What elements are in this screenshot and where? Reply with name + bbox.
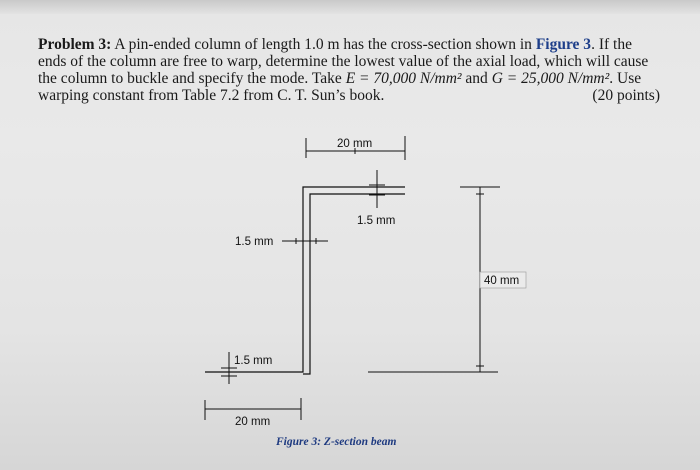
youngs-modulus: E = 70,000 N/mm² [345,70,462,87]
top-thickness-dimension [369,170,385,208]
web-thickness-dimension [282,238,328,244]
top-flange-label: 20 mm [337,138,373,150]
problem-line-1: Problem 3: A pin-ended column of length 1.0 m has the cross-section shown in Figure 3. If the [38,36,632,53]
figure-caption: Figure 3: Z-section beam [276,436,397,448]
problem-label: Problem 3: [38,36,112,53]
problem-line-4: warping constant from Table 7.2 from C. T. Sun’s book. (20 points) [38,87,660,104]
bottom-thickness-label: 1.5 mm [234,355,273,367]
top-thickness-label: 1.5 mm [357,215,396,227]
bottom-flange-label: 20 mm [235,416,271,428]
problem-line-3: the column to buckle and specify the mode. Take E = 70,000 N/mm² and G = 25,000 N/mm². Use [38,70,642,87]
shear-modulus: G = 25,000 N/mm² [491,70,610,87]
points-value: (20 points) [592,87,660,104]
web-thickness-label: 1.5 mm [235,236,274,248]
height-label: 40 mm [484,275,520,287]
figure-reference: Figure 3 [535,36,592,53]
problem-line-2: ends of the column are free to warp, determine the lowest value of the axial load, which will cause [38,53,649,70]
